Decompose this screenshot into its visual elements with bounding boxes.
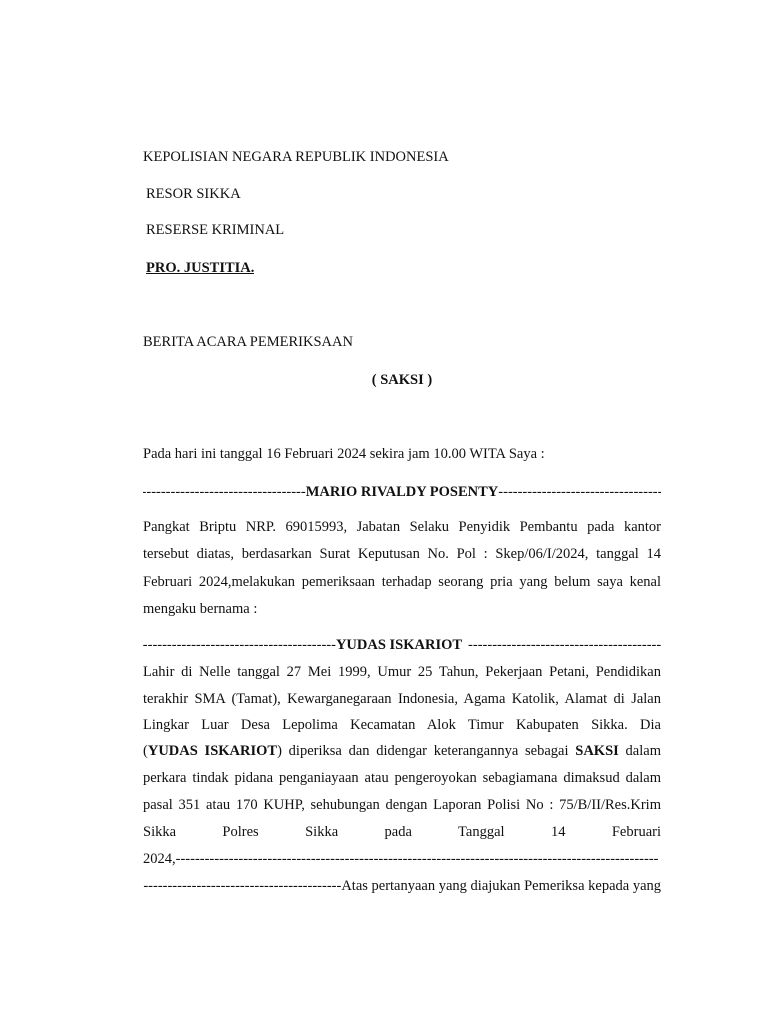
role-end: dalam bbox=[618, 743, 661, 759]
role-badge: SAKSI bbox=[575, 743, 619, 759]
motto-heading: PRO. JUSTITIA. bbox=[146, 260, 255, 276]
paragraph-line: pasal 351 atau 170 KUHP, sehubungan dengan Laporan Polisi No : 75/B/II/Res.Krim bbox=[143, 797, 661, 813]
opening-statement: Pada hari ini tanggal 16 Februari 2024 sekira jam 10.00 WITA Saya : bbox=[143, 446, 545, 462]
paragraph-line-witness-role bbox=[143, 742, 661, 760]
paragraph-line: mengaku bernama : bbox=[143, 601, 258, 617]
witness-line bbox=[143, 636, 661, 654]
dash-fill-left bbox=[143, 877, 341, 895]
examiner-line bbox=[143, 483, 661, 501]
open-paren: ( bbox=[143, 743, 148, 759]
witness-name-inline: YUDAS ISKARIOT bbox=[147, 743, 278, 759]
paragraph-line: Sikka Polres Sikka pada Tanggal 14 Februari bbox=[143, 824, 661, 840]
dash-fill-right bbox=[176, 850, 658, 868]
paragraph-line: Februari 2024,melakukan pemeriksaan terhadap seorang pria yang belum saya kenal bbox=[143, 574, 661, 590]
closing-line bbox=[143, 877, 661, 895]
document-title: BERITA ACARA PEMERIKSAAN bbox=[143, 334, 353, 350]
unit-heading: RESERSE KRIMINAL bbox=[146, 222, 285, 238]
resort-heading: RESOR SIKKA bbox=[146, 186, 241, 202]
paragraph-line: Pangkat Briptu NRP. 69015993, Jabatan Selaku Penyidik Pembantu pada kantor bbox=[143, 519, 661, 535]
paragraph-line: tersebut diatas, berdasarkan Surat Keputusan No. Pol : Skep/06/I/2024, tanggal 14 bbox=[143, 546, 661, 562]
date-end: 2024, bbox=[143, 851, 176, 867]
witness-name: YUDAS ISKARIOT bbox=[335, 637, 463, 653]
paragraph-line: terakhir SMA (Tamat), Kewarganegaraan Indonesia, Agama Katolik, Alamat di Jalan bbox=[143, 691, 661, 707]
dash-fill-left bbox=[143, 483, 306, 501]
document-subtitle: ( SAKSI ) bbox=[371, 372, 433, 388]
institution-heading: KEPOLISIAN NEGARA REPUBLIK INDONESIA bbox=[143, 149, 449, 165]
closing-text: Atas pertanyaan yang diajukan Pemeriksa kepada yang bbox=[341, 878, 661, 894]
dash-fill-right bbox=[468, 636, 661, 654]
dash-fill-right bbox=[498, 483, 661, 501]
paragraph-line: Lahir di Nelle tanggal 27 Mei 1999, Umur 25 Tahun, Pekerjaan Petani, Pendidikan bbox=[143, 664, 661, 680]
paragraph-line: perkara tindak pidana penganiayaan atau pengeroyokan sebagiamana dimaksud dalam bbox=[143, 770, 661, 786]
role-text: ) diperiksa dan didengar keterangannya sebagai bbox=[277, 743, 576, 759]
paragraph-line: Lingkar Luar Desa Lepolima Kecamatan Alok Timur Kabupaten Sikka. Dia bbox=[143, 717, 661, 733]
date-end-line bbox=[143, 850, 658, 868]
examiner-name: MARIO RIVALDY POSENTY bbox=[305, 484, 499, 500]
dash-fill-left bbox=[143, 636, 336, 654]
